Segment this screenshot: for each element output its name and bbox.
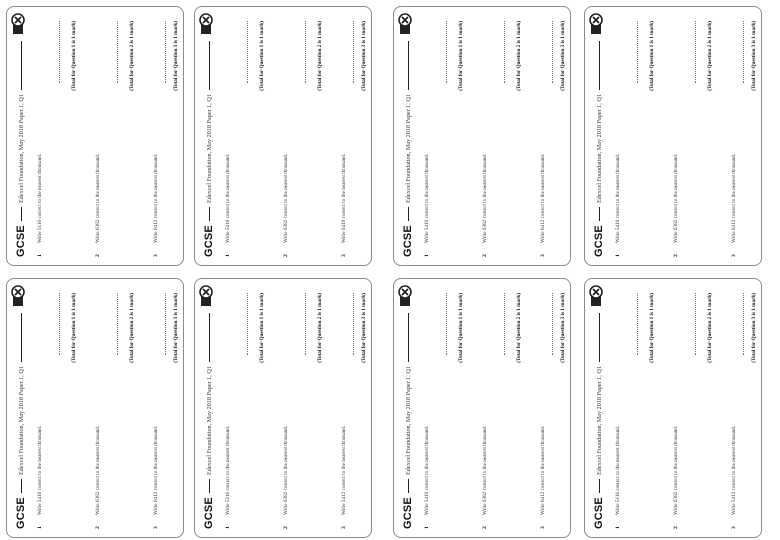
question-number: 2 — [283, 254, 289, 257]
answer-line[interactable] — [59, 293, 60, 355]
question-total: (Total for Question 1 is 1 mark) — [71, 293, 77, 363]
question-2 — [95, 17, 143, 257]
question-1 — [424, 289, 472, 529]
do-not-write-icon — [397, 285, 413, 307]
card-source: Edexcel Foundation, May 2018 Paper 1, Q1 — [595, 366, 603, 476]
question-card-4 — [584, 6, 762, 266]
question-number: 3 — [153, 526, 159, 529]
question-number: 1 — [225, 254, 231, 257]
question-number: 2 — [95, 526, 101, 529]
question-text: Write 6419 correct to the nearest thousand. — [341, 153, 347, 243]
do-not-write-icon — [588, 13, 604, 35]
answer-line[interactable] — [637, 293, 638, 355]
card-title: GCSE — [402, 225, 414, 257]
question-number: 3 — [540, 526, 546, 529]
question-3 — [341, 289, 371, 529]
answer-line[interactable] — [117, 293, 118, 355]
answer-line[interactable] — [446, 21, 447, 83]
card-source: Edexcel Foundation, May 2018 Paper 1, Q1 — [404, 366, 412, 476]
question-3 — [540, 17, 570, 257]
header-rule — [408, 41, 409, 90]
header-rule — [21, 479, 22, 493]
question-number: 1 — [615, 526, 621, 529]
question-number: 2 — [482, 526, 488, 529]
question-2 — [283, 17, 331, 257]
question-3 — [153, 17, 183, 257]
do-not-write-icon — [397, 13, 413, 35]
header-rule — [209, 41, 210, 90]
header-rule — [599, 41, 600, 90]
question-total: (Total for Question 3 is 1 mark) — [751, 21, 757, 91]
card-title: GCSE — [15, 497, 27, 529]
header-rule — [599, 207, 600, 221]
answer-line[interactable] — [305, 293, 306, 355]
header-rule — [599, 313, 600, 362]
question-number: 3 — [731, 526, 737, 529]
card-header — [402, 313, 414, 529]
card-content — [585, 7, 763, 267]
question-1 — [225, 17, 273, 257]
card-title: GCSE — [593, 225, 605, 257]
question-number: 3 — [153, 254, 159, 257]
question-text: Write 6382 correct to the nearest thousand. — [673, 153, 679, 243]
question-text: Write 6412 correct to the nearest thousand. — [153, 153, 159, 243]
card-source: Edexcel Foundation, May 2018 Paper 1, Q1 — [17, 94, 25, 204]
question-text: Write 6382 correct to the nearest thousand. — [95, 153, 101, 243]
question-card-3 — [393, 6, 571, 266]
answer-line[interactable] — [504, 21, 505, 83]
header-rule — [599, 479, 600, 493]
card-content — [7, 279, 185, 539]
question-text: Write 6412 correct to the nearest thousand. — [540, 425, 546, 515]
question-total: (Total for Question 2 is 1 mark) — [707, 293, 713, 363]
question-number: 2 — [283, 526, 289, 529]
question-2 — [482, 289, 530, 529]
answer-line[interactable] — [353, 21, 354, 83]
question-total: (Total for Question 1 is 1 mark) — [259, 293, 265, 363]
answer-line[interactable] — [552, 21, 553, 83]
do-not-write-icon — [198, 13, 214, 35]
question-number: 1 — [424, 254, 430, 257]
question-total: (Total for Question 2 is 1 mark) — [317, 293, 323, 363]
answer-line[interactable] — [59, 21, 60, 83]
answer-line[interactable] — [117, 21, 118, 83]
question-number: 1 — [615, 254, 621, 257]
answer-line[interactable] — [165, 21, 166, 83]
question-number: 2 — [95, 254, 101, 257]
question-number: 3 — [341, 526, 347, 529]
question-total: (Total for Question 2 is 1 mark) — [516, 293, 522, 363]
question-3 — [153, 289, 183, 529]
card-source: Edexcel Foundation, May 2018 Paper 1, Q1 — [595, 94, 603, 204]
question-2 — [95, 289, 143, 529]
question-number: 3 — [731, 254, 737, 257]
question-total: (Total for Question 2 is 1 mark) — [707, 21, 713, 91]
card-title: GCSE — [402, 497, 414, 529]
card-source: Edexcel Foundation, May 2018 Paper 1, Q1 — [17, 366, 25, 476]
answer-line[interactable] — [446, 293, 447, 355]
header-rule — [209, 313, 210, 362]
header-rule — [21, 207, 22, 221]
question-total: (Total for Question 2 is 1 mark) — [516, 21, 522, 91]
question-number: 2 — [482, 254, 488, 257]
card-header — [593, 41, 605, 257]
do-not-write-icon — [10, 285, 26, 307]
card-content — [195, 279, 373, 539]
question-1 — [424, 17, 472, 257]
card-title: GCSE — [203, 497, 215, 529]
question-text: Write 6412 correct to the nearest thousand. — [731, 153, 737, 243]
question-text: Write 5116 correct to the nearest thousand. — [225, 425, 231, 515]
do-not-write-icon — [10, 13, 26, 35]
question-text: Write 5416 correct to the nearest thousand. — [37, 425, 43, 515]
question-number: 2 — [673, 254, 679, 257]
question-text: Write 6382 correct to the nearest thousand. — [673, 425, 679, 515]
question-3 — [731, 289, 761, 529]
header-rule — [21, 41, 22, 90]
answer-line[interactable] — [305, 21, 306, 83]
header-rule — [209, 207, 210, 221]
question-total: (Total for Question 3 is 1 mark) — [173, 293, 179, 363]
card-source: Edexcel Foundation, May 2018 Paper 1, Q1 — [205, 366, 213, 476]
answer-line[interactable] — [743, 293, 744, 355]
question-1 — [37, 17, 85, 257]
question-total: (Total for Question 3 is 1 mark) — [560, 293, 566, 363]
question-total: (Total for Question 3 is 1 mark) — [361, 21, 367, 91]
header-rule — [21, 313, 22, 362]
answer-line[interactable] — [552, 293, 553, 355]
question-card-7 — [393, 278, 571, 538]
card-title: GCSE — [203, 225, 215, 257]
question-card-5 — [6, 278, 184, 538]
card-title: GCSE — [15, 225, 27, 257]
question-text: Write 6382 correct to the nearest thousand. — [95, 425, 101, 515]
question-2 — [673, 17, 721, 257]
question-1 — [615, 289, 663, 529]
question-total: (Total for Question 2 is 1 mark) — [129, 21, 135, 91]
question-3 — [731, 17, 761, 257]
card-header — [203, 41, 215, 257]
question-1 — [225, 289, 273, 529]
card-header — [203, 313, 215, 529]
question-3 — [341, 17, 371, 257]
question-number: 1 — [225, 526, 231, 529]
question-text: Write 6382 correct to the nearest thousand. — [482, 425, 488, 515]
card-content — [394, 279, 572, 539]
question-total: (Total for Question 2 is 1 mark) — [129, 293, 135, 363]
question-total: (Total for Question 1 is 1 mark) — [649, 293, 655, 363]
question-text: Write 6382 correct to the nearest thousand. — [283, 425, 289, 515]
question-total: (Total for Question 3 is 1 mark) — [751, 293, 757, 363]
card-content — [394, 7, 572, 267]
answer-line[interactable] — [247, 21, 248, 83]
question-text: Write 5412 correct to the nearest thousand. — [731, 425, 737, 515]
question-text: Write 6412 correct to the nearest thousand. — [153, 425, 159, 515]
question-text: Write 5416 correct to the nearest thousand. — [615, 153, 621, 243]
answer-line[interactable] — [353, 293, 354, 355]
answer-line[interactable] — [637, 21, 638, 83]
question-card-2 — [194, 6, 372, 266]
answer-line[interactable] — [695, 21, 696, 83]
question-number: 3 — [341, 254, 347, 257]
question-1 — [615, 17, 663, 257]
question-number: 1 — [424, 526, 430, 529]
answer-line[interactable] — [504, 293, 505, 355]
do-not-write-icon — [588, 285, 604, 307]
question-2 — [482, 17, 530, 257]
question-number: 1 — [37, 254, 43, 257]
question-3 — [540, 289, 570, 529]
header-rule — [209, 479, 210, 493]
question-total: (Total for Question 1 is 1 mark) — [259, 21, 265, 91]
question-card-1 — [6, 6, 184, 266]
question-text: Write 5416 correct to the nearest thousand. — [424, 153, 430, 243]
answer-line[interactable] — [165, 293, 166, 355]
header-rule — [408, 207, 409, 221]
header-rule — [408, 313, 409, 362]
card-source: Edexcel Foundation, May 2018 Paper 1, Q1 — [205, 94, 213, 204]
question-2 — [673, 289, 721, 529]
do-not-write-icon — [198, 285, 214, 307]
card-content — [7, 7, 185, 267]
card-header — [15, 313, 27, 529]
question-text: Write 5412 correct to the nearest thousand. — [341, 425, 347, 515]
card-source: Edexcel Foundation, May 2018 Paper 1, Q1 — [404, 94, 412, 204]
question-card-6 — [194, 278, 372, 538]
question-number: 1 — [37, 526, 43, 529]
answer-line[interactable] — [743, 21, 744, 83]
question-1 — [37, 289, 85, 529]
question-text: Write 5416 correct to the nearest thousand. — [424, 425, 430, 515]
question-number: 3 — [540, 254, 546, 257]
card-header — [593, 313, 605, 529]
question-total: (Total for Question 3 is 1 mark) — [361, 293, 367, 363]
card-content — [585, 279, 763, 539]
question-text: Write 5116 correct to the nearest thousand. — [615, 425, 621, 515]
question-text: Write 6382 correct to the nearest thousand. — [482, 153, 488, 243]
question-total: (Total for Question 3 is 1 mark) — [560, 21, 566, 91]
question-total: (Total for Question 1 is 1 mark) — [71, 21, 77, 91]
card-content — [195, 7, 373, 267]
question-text: Write 6382 correct to the nearest thousand. — [283, 153, 289, 243]
answer-line[interactable] — [695, 293, 696, 355]
question-text: Write 5116 correct to the nearest thousand. — [37, 153, 43, 243]
question-number: 2 — [673, 526, 679, 529]
answer-line[interactable] — [247, 293, 248, 355]
question-total: (Total for Question 1 is 1 mark) — [458, 21, 464, 91]
question-total: (Total for Question 2 is 1 mark) — [317, 21, 323, 91]
question-total: (Total for Question 3 is 1 mark) — [173, 21, 179, 91]
card-header — [15, 41, 27, 257]
header-rule — [408, 479, 409, 493]
question-total: (Total for Question 1 is 1 mark) — [649, 21, 655, 91]
card-title: GCSE — [593, 497, 605, 529]
question-text: Write 5416 correct to the nearest thousand. — [225, 153, 231, 243]
card-header — [402, 41, 414, 257]
question-2 — [283, 289, 331, 529]
question-text: Write 6412 correct to the nearest thousand. — [540, 153, 546, 243]
question-total: (Total for Question 1 is 1 mark) — [458, 293, 464, 363]
question-card-8 — [584, 278, 762, 538]
